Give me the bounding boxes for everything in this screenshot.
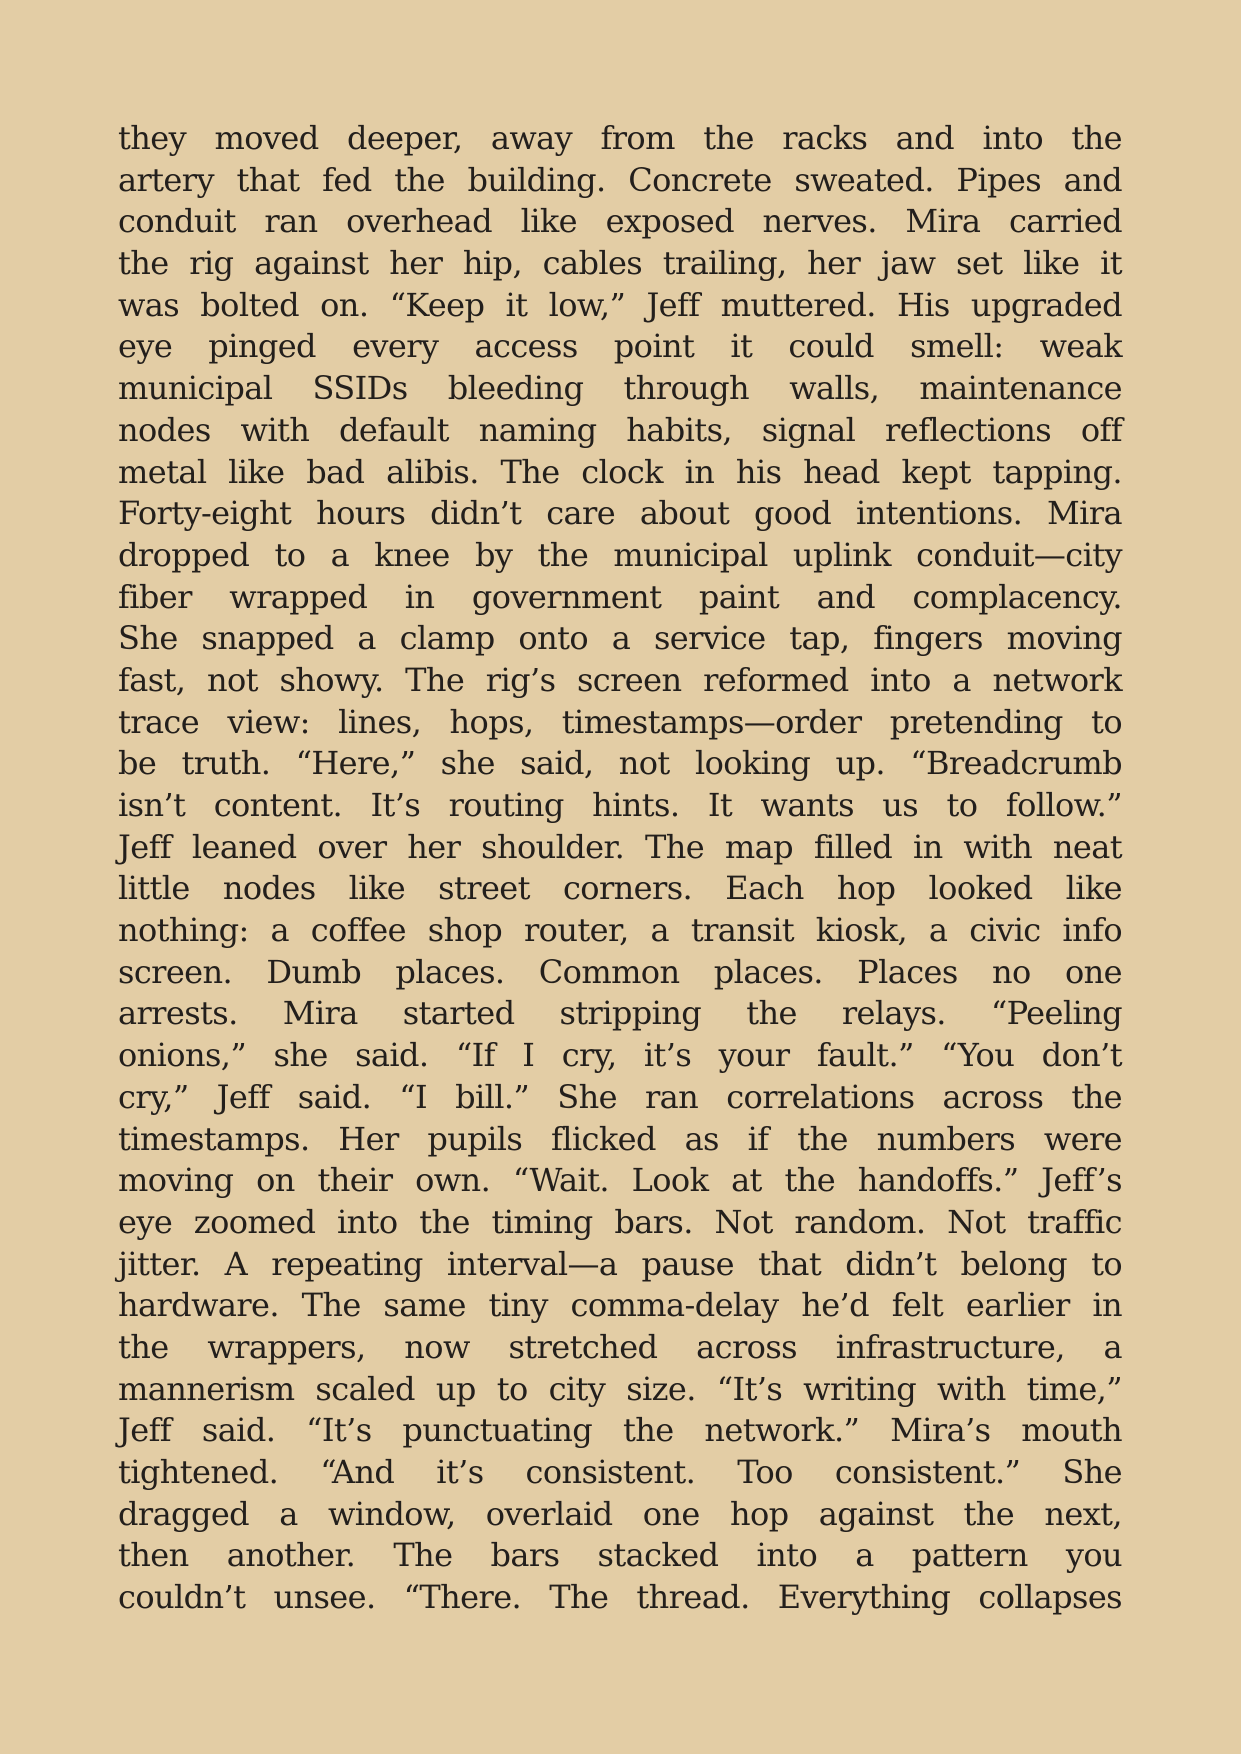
- text-line-content: Forty-eight hours didn’t care about good intentions. Mira: [118, 494, 1122, 533]
- text-line: [118, 618, 1122, 660]
- text-line: [118, 493, 1122, 535]
- text-line: [118, 1035, 1122, 1077]
- text-line-content: dropped to a knee by the municipal uplink conduit—city: [118, 535, 1122, 574]
- text-line: [118, 201, 1122, 243]
- text-line-content: was bolted on. “Keep it low,” Jeff muttered. His upgraded: [118, 285, 1122, 324]
- text-line: [118, 910, 1122, 952]
- text-line: [118, 452, 1122, 494]
- text-line: [118, 743, 1122, 785]
- text-line-content: municipal SSIDs bleeding through walls, maintenance: [118, 369, 1122, 408]
- text-line: [118, 285, 1122, 327]
- text-line-content: trace view: lines, hops, timestamps—order pretending to: [118, 702, 1122, 741]
- text-line-content: Jeff leaned over her shoulder. The map filled in with neat: [118, 827, 1122, 866]
- text-line-content: fast, not showy. The rig’s screen reformed into a network: [118, 660, 1122, 699]
- text-line: [118, 1410, 1122, 1452]
- text-line-content: hardware. The same tiny comma-delay he’d felt earlier in: [118, 1286, 1122, 1325]
- text-line-content: fiber wrapped in government paint and complacency.: [118, 577, 1122, 616]
- text-line-content: nothing: a coffee shop router, a transit kiosk, a civic info: [118, 911, 1122, 950]
- text-line-content: they moved deeper, away from the racks and into the: [118, 119, 1122, 157]
- text-line: [118, 1244, 1122, 1286]
- text-line-content: tightened. “And it’s consistent. Too consistent.” She: [118, 1453, 1122, 1491]
- text-line: [118, 993, 1122, 1035]
- text-line-content: jitter. A repeating interval—a pause that didn’t belong to: [118, 1244, 1122, 1283]
- text-line: [118, 368, 1122, 410]
- text-line-content: arrests. Mira started stripping the relays. “Peeling: [118, 994, 1122, 1033]
- text-line: [118, 1119, 1122, 1161]
- text-line-content: eye zoomed into the timing bars. Not random. Not traffic: [118, 1202, 1122, 1241]
- text-line-content: isn’t content. It’s routing hints. It wants us to follow.”: [118, 786, 1122, 824]
- text-line: [118, 535, 1122, 577]
- text-line: [118, 243, 1122, 285]
- text-line-content: She snapped a clamp onto a service tap, fingers moving: [118, 619, 1122, 658]
- text-line-content: cry,” Jeff said. “I bill.” She ran correlations across the: [118, 1077, 1122, 1116]
- text-line-content: the wrappers, now stretched across infrastructure, a: [118, 1327, 1122, 1366]
- text-line-content: eye pinged every access point it could smell: weak: [118, 327, 1122, 366]
- body-text: [118, 118, 1122, 1619]
- text-line-content: metal like bad alibis. The clock in his head kept tapping.: [118, 452, 1122, 491]
- text-line: [118, 1369, 1122, 1411]
- text-line: [118, 1494, 1122, 1536]
- text-line-content: screen. Dumb places. Common places. Places no one: [118, 952, 1122, 991]
- text-line: [118, 118, 1122, 160]
- text-line: [118, 1077, 1122, 1119]
- text-line: [118, 160, 1122, 202]
- text-line: [118, 326, 1122, 368]
- text-line: [118, 410, 1122, 452]
- text-line-content: Jeff said. “It’s punctuating the network.” Mira’s mouth: [118, 1411, 1122, 1450]
- text-line-content: conduit ran overhead like exposed nerves. Mira carried: [118, 202, 1122, 241]
- text-line: [118, 1327, 1122, 1369]
- text-line-content: moving on their own. “Wait. Look at the handoffs.” Jeff’s: [118, 1161, 1122, 1200]
- text-line: [118, 577, 1122, 619]
- text-line-content: the rig against her hip, cables trailing, her jaw set like it: [118, 244, 1122, 283]
- text-line-content: then another. The bars stacked into a pattern you: [118, 1536, 1122, 1575]
- text-line: [118, 1535, 1122, 1577]
- text-line-content: be truth. “Here,” she said, not looking up. “Breadcrumb: [118, 744, 1122, 783]
- text-line-content: mannerism scaled up to city size. “It’s writing with time,”: [118, 1369, 1122, 1408]
- text-line-content: dragged a window, overlaid one hop against the next,: [118, 1494, 1122, 1533]
- text-line-content: little nodes like street corners. Each hop looked like: [118, 869, 1122, 908]
- text-line-content: nodes with default naming habits, signal reflections off: [118, 410, 1122, 449]
- text-line: [118, 868, 1122, 910]
- text-line-content: timestamps. Her pupils flicked as if the numbers were: [118, 1119, 1122, 1158]
- text-line: [118, 702, 1122, 744]
- text-line: [118, 660, 1122, 702]
- text-line: [118, 1202, 1122, 1244]
- text-line-content: artery that fed the building. Concrete sweated. Pipes and: [118, 160, 1122, 199]
- text-line: [118, 1452, 1122, 1494]
- text-line: [118, 785, 1122, 827]
- text-line: [118, 952, 1122, 994]
- text-line: [118, 1577, 1122, 1619]
- text-line: [118, 827, 1122, 869]
- text-line: [118, 1285, 1122, 1327]
- text-line-content: onions,” she said. “If I cry, it’s your fault.” “You don’t: [118, 1036, 1122, 1075]
- text-line-content: couldn’t unsee. “There. The thread. Everything collapses: [118, 1578, 1122, 1617]
- text-line: [118, 1160, 1122, 1202]
